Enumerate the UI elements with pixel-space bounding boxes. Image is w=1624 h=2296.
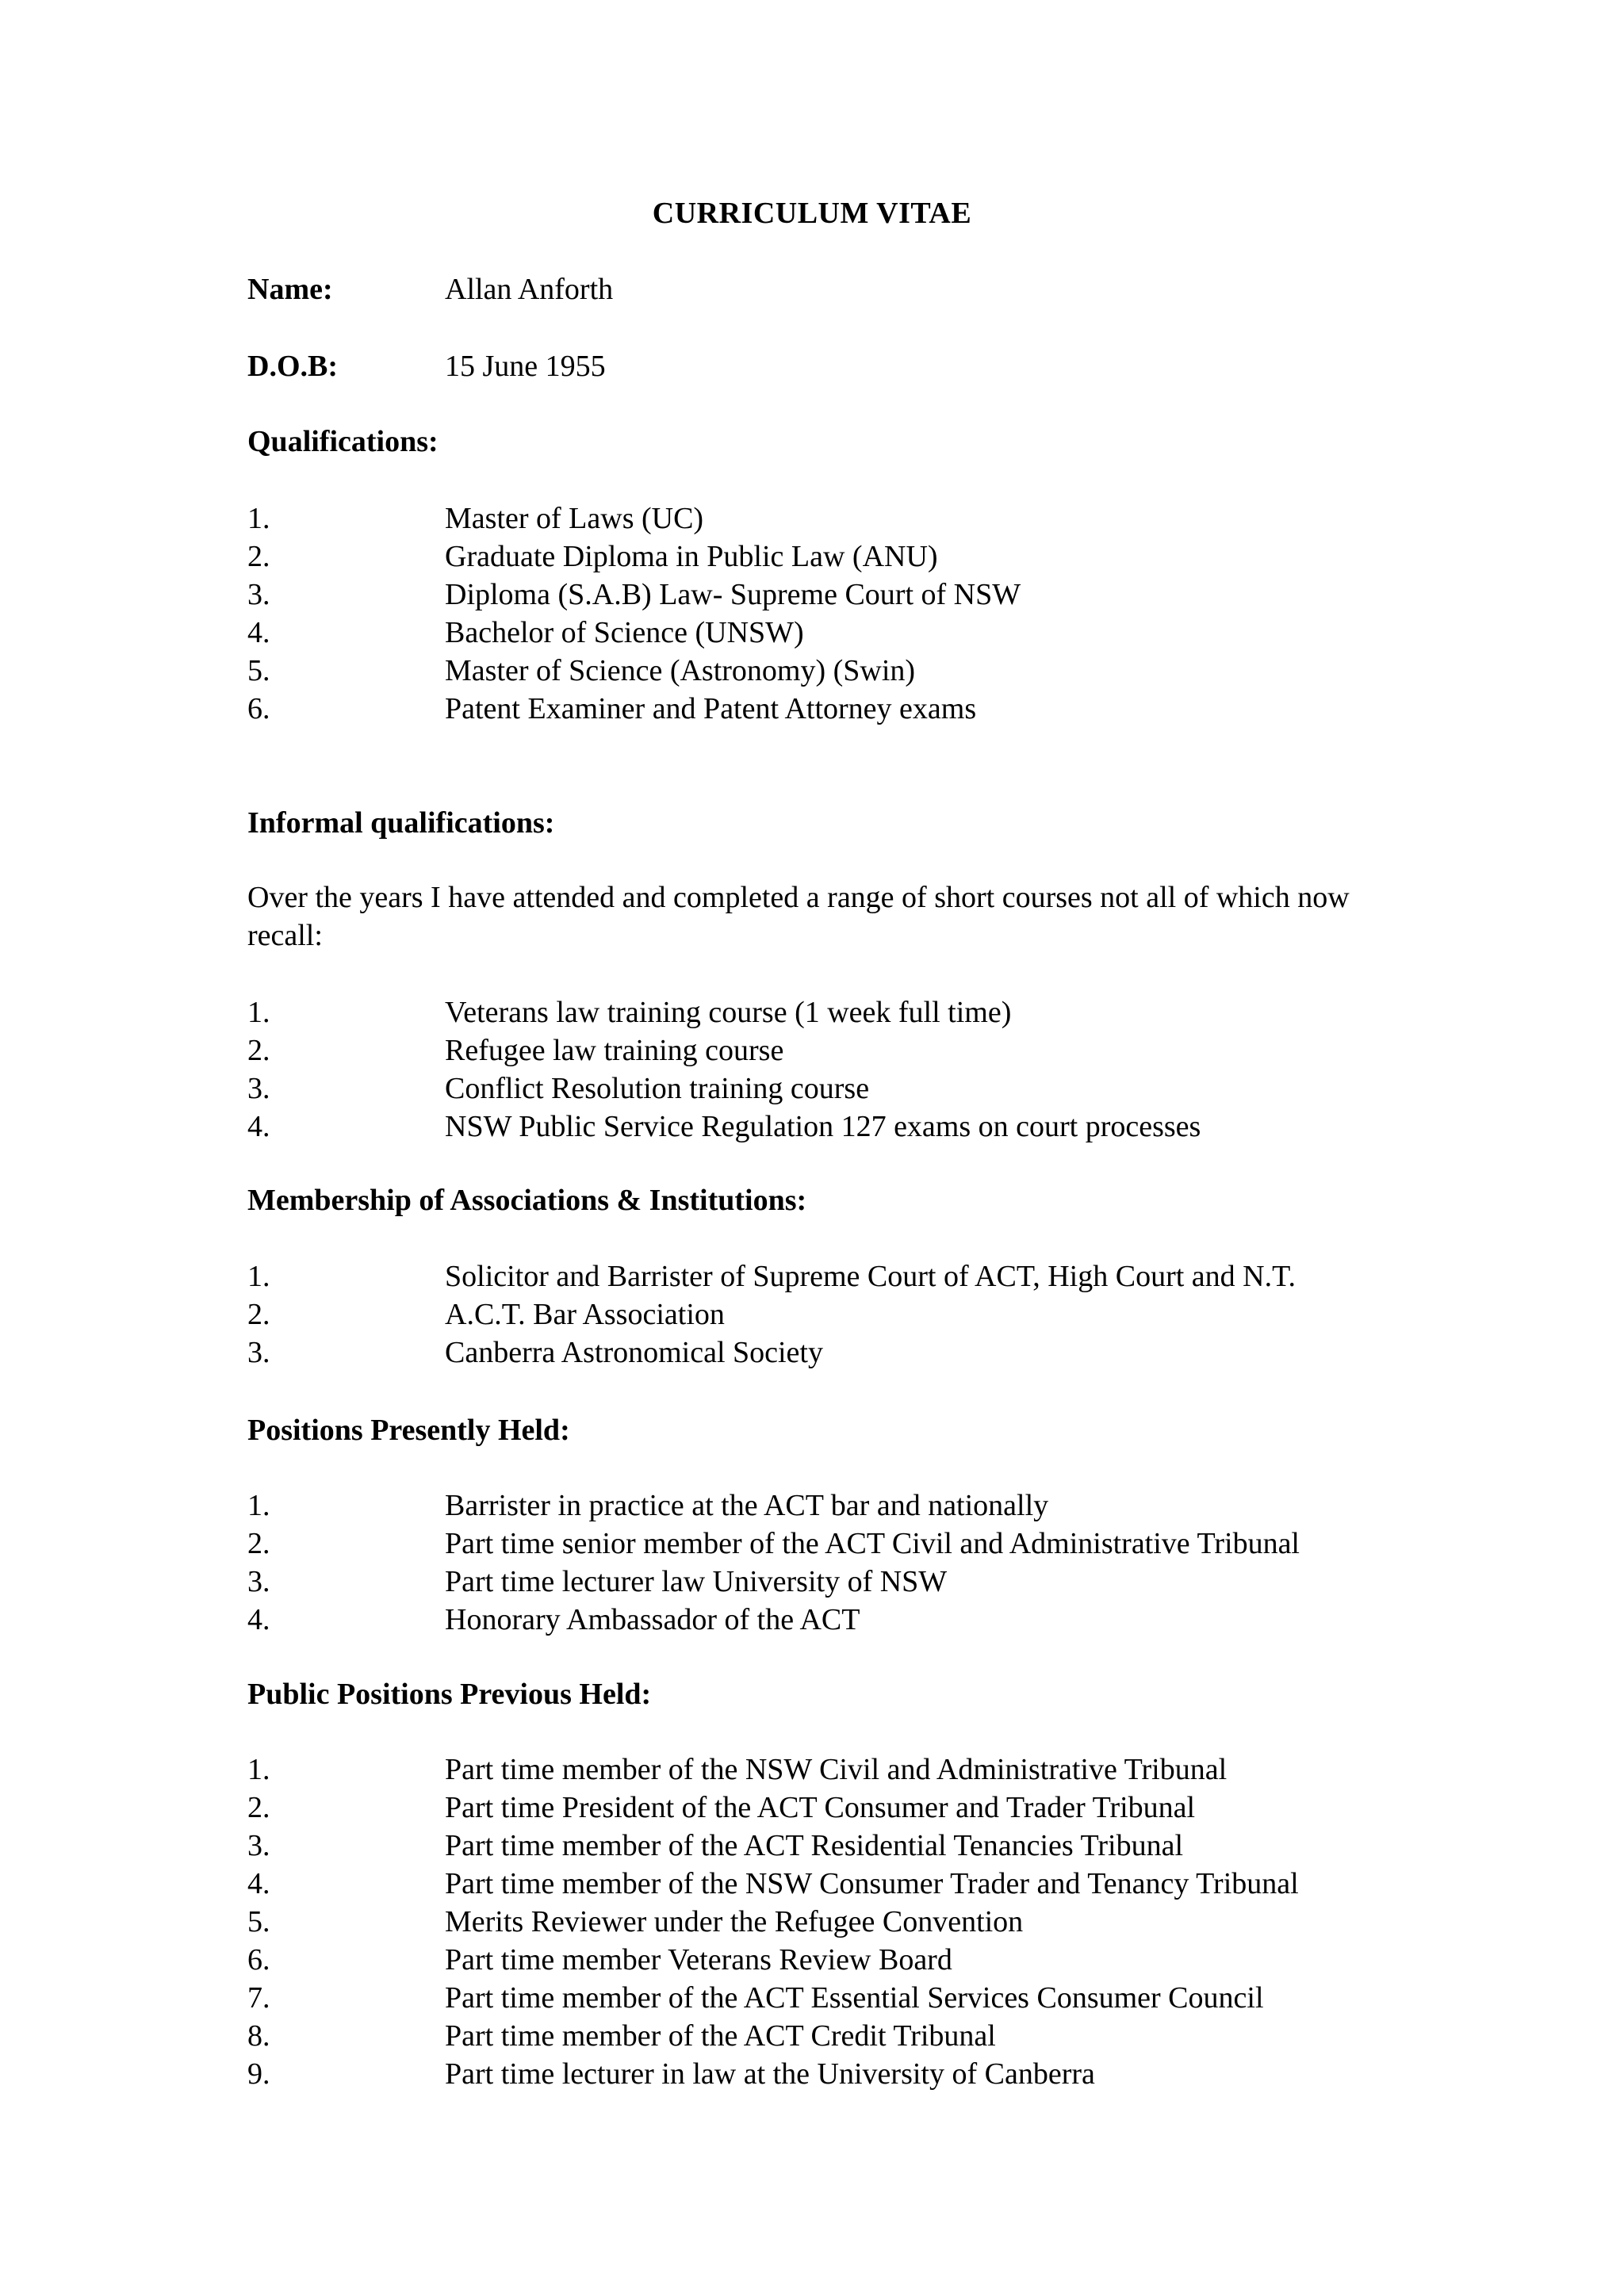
list-item [0,2057,1624,2095]
list-number: 3. [247,1565,270,1598]
list-item [0,2019,1624,2057]
document-title: CURRICULUM VITAE [652,197,972,230]
list-number: 3. [247,1336,270,1369]
list-text: Part time President of the ACT Consumer and Trader Tribunal [445,1791,1196,1824]
list-item [0,653,1624,691]
list-number: 6. [247,692,270,725]
list-item [0,615,1624,653]
list-number: 2. [247,1298,270,1331]
list-number: 2. [247,1527,270,1560]
list-item [0,1526,1624,1564]
list-number: 9. [247,2057,270,2091]
list-item [0,1602,1624,1640]
list-text: Part time member Veterans Review Board [445,1943,952,1976]
list-item [0,1033,1624,1071]
list-item [0,1488,1624,1526]
list-item [0,1752,1624,1790]
list-number: 5. [247,1905,270,1938]
list-number: 8. [247,2019,270,2053]
list-text: Part time lecturer law University of NSW [445,1565,948,1598]
list-text: Canberra Astronomical Society [445,1336,823,1369]
memberships-heading: Membership of Associations & Institutions: [247,1184,807,1217]
list-text: Conflict Resolution training course [445,1072,870,1105]
list-text: Veterans law training course (1 week full time) [445,996,1012,1029]
list-item [0,501,1624,539]
list-item [0,1071,1624,1109]
list-number: 4. [247,1603,270,1636]
previous-heading: Public Positions Previous Held: [247,1678,652,1711]
list-number: 7. [247,1981,270,2015]
list-item [0,1109,1624,1147]
list-number: 4. [247,1110,270,1143]
list-number: 1. [247,1753,270,1786]
list-number: 1. [247,1260,270,1293]
list-number: 1. [247,996,270,1029]
list-number: 4. [247,616,270,649]
qualifications-heading: Qualifications: [247,425,439,458]
list-number: 5. [247,654,270,687]
dob-label: D.O.B: [247,350,338,383]
list-number: 6. [247,1943,270,1976]
list-text: NSW Public Service Regulation 127 exams on court processes [445,1110,1201,1143]
list-item [0,995,1624,1033]
list-item [0,1790,1624,1828]
list-number: 4. [247,1867,270,1900]
list-number: 1. [247,502,270,535]
list-item [0,1335,1624,1373]
name-value: Allan Anforth [445,273,614,306]
list-number: 2. [247,1034,270,1067]
list-text: Part time lecturer in law at the University of Canberra [445,2057,1095,2091]
list-item [0,1297,1624,1335]
list-number: 3. [247,1829,270,1862]
list-number: 2. [247,540,270,573]
list-text: Part time member of the NSW Civil and Administrative Tribunal [445,1753,1228,1786]
list-item [0,1980,1624,2019]
list-number: 1. [247,1489,270,1522]
dob-value: 15 June 1955 [445,350,606,383]
present-heading: Positions Presently Held: [247,1414,570,1447]
list-text: Part time member of the ACT Residential Tenancies Tribunal [445,1829,1184,1862]
informal-heading: Informal qualifications: [247,806,555,840]
list-text: Part time member of the NSW Consumer Trader and Tenancy Tribunal [445,1867,1299,1900]
list-item [0,1942,1624,1980]
list-item [0,577,1624,615]
list-text: Solicitor and Barrister of Supreme Court of ACT, High Court and N.T. [445,1260,1296,1293]
name-label: Name: [247,273,333,306]
informal-intro: Over the years I have attended and completed a range of short courses not all of which now recall: [247,881,1350,952]
list-text: Bachelor of Science (UNSW) [445,616,804,649]
list-text: Honorary Ambassador of the ACT [445,1603,860,1636]
list-text: Master of Science (Astronomy) (Swin) [445,654,916,687]
list-text: Merits Reviewer under the Refugee Convention [445,1905,1024,1938]
list-number: 3. [247,578,270,611]
list-item [0,1904,1624,1942]
list-item [0,539,1624,577]
list-item [0,1259,1624,1297]
list-text: Diploma (S.A.B) Law- Supreme Court of NSW [445,578,1021,611]
list-number: 2. [247,1791,270,1824]
list-text: Barrister in practice at the ACT bar and nationally [445,1489,1049,1522]
list-item [0,1828,1624,1866]
list-text: Part time senior member of the ACT Civil and Administrative Tribunal [445,1527,1300,1560]
list-item [0,1564,1624,1602]
list-text: Graduate Diploma in Public Law (ANU) [445,540,938,573]
list-text: Patent Examiner and Patent Attorney exams [445,692,977,725]
list-text: Part time member of the ACT Credit Tribunal [445,2019,996,2053]
list-text: A.C.T. Bar Association [445,1298,725,1331]
list-item [0,1866,1624,1904]
list-item [0,691,1624,729]
list-text: Refugee law training course [445,1034,784,1067]
list-number: 3. [247,1072,270,1105]
list-text: Master of Laws (UC) [445,502,704,535]
list-text: Part time member of the ACT Essential Services Consumer Council [445,1981,1264,2015]
